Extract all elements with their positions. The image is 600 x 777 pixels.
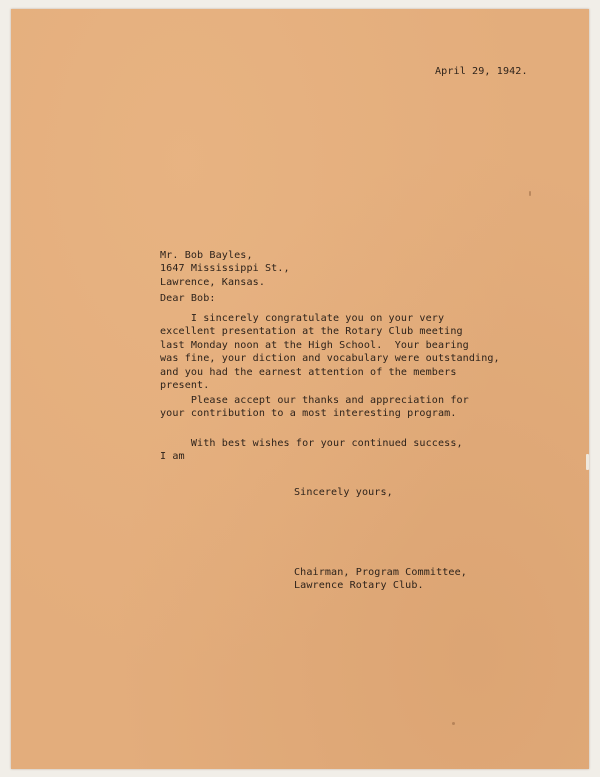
letter-date: April 29, 1942. [435, 66, 528, 77]
body-paragraph-2 [160, 394, 469, 421]
recipient-address [160, 249, 290, 289]
recipient-city: Lawrence, Kansas. [160, 276, 266, 288]
paragraph-line: present. [160, 380, 210, 392]
paper-tear-mark [586, 454, 589, 470]
paragraph-line: and you had the earnest attention of the members [160, 366, 457, 378]
paragraph-line: was fine, your diction and vocabulary were outstanding, [160, 353, 500, 365]
signer-organization: Lawrence Rotary Club. [294, 580, 424, 592]
paragraph-line: I sincerely congratulate you on your very [160, 313, 445, 324]
paragraph-line: excellent presentation at the Rotary Club meeting [160, 326, 463, 338]
paragraph-line: last Monday noon at the High School. Your bearing [160, 339, 469, 351]
valediction: Sincerely yours, [294, 487, 393, 498]
paragraph-line: I am [160, 451, 185, 463]
signer-title: Chairman, Program Committee, [294, 567, 467, 578]
signature-block [294, 566, 467, 593]
paragraph-line: With best wishes for your continued success, [160, 438, 463, 449]
recipient-street: 1647 Mississippi St., [160, 263, 290, 275]
paper-spot [529, 191, 531, 196]
body-paragraph-1 [160, 312, 500, 392]
closing-paragraph [160, 437, 463, 464]
paper-spot [452, 722, 455, 725]
paragraph-line: Please accept our thanks and appreciation for [160, 395, 469, 406]
salutation: Dear Bob: [160, 293, 216, 304]
letter-page [11, 9, 589, 769]
recipient-name: Mr. Bob Bayles, [160, 250, 253, 261]
paragraph-line: your contribution to a most interesting program. [160, 408, 457, 420]
